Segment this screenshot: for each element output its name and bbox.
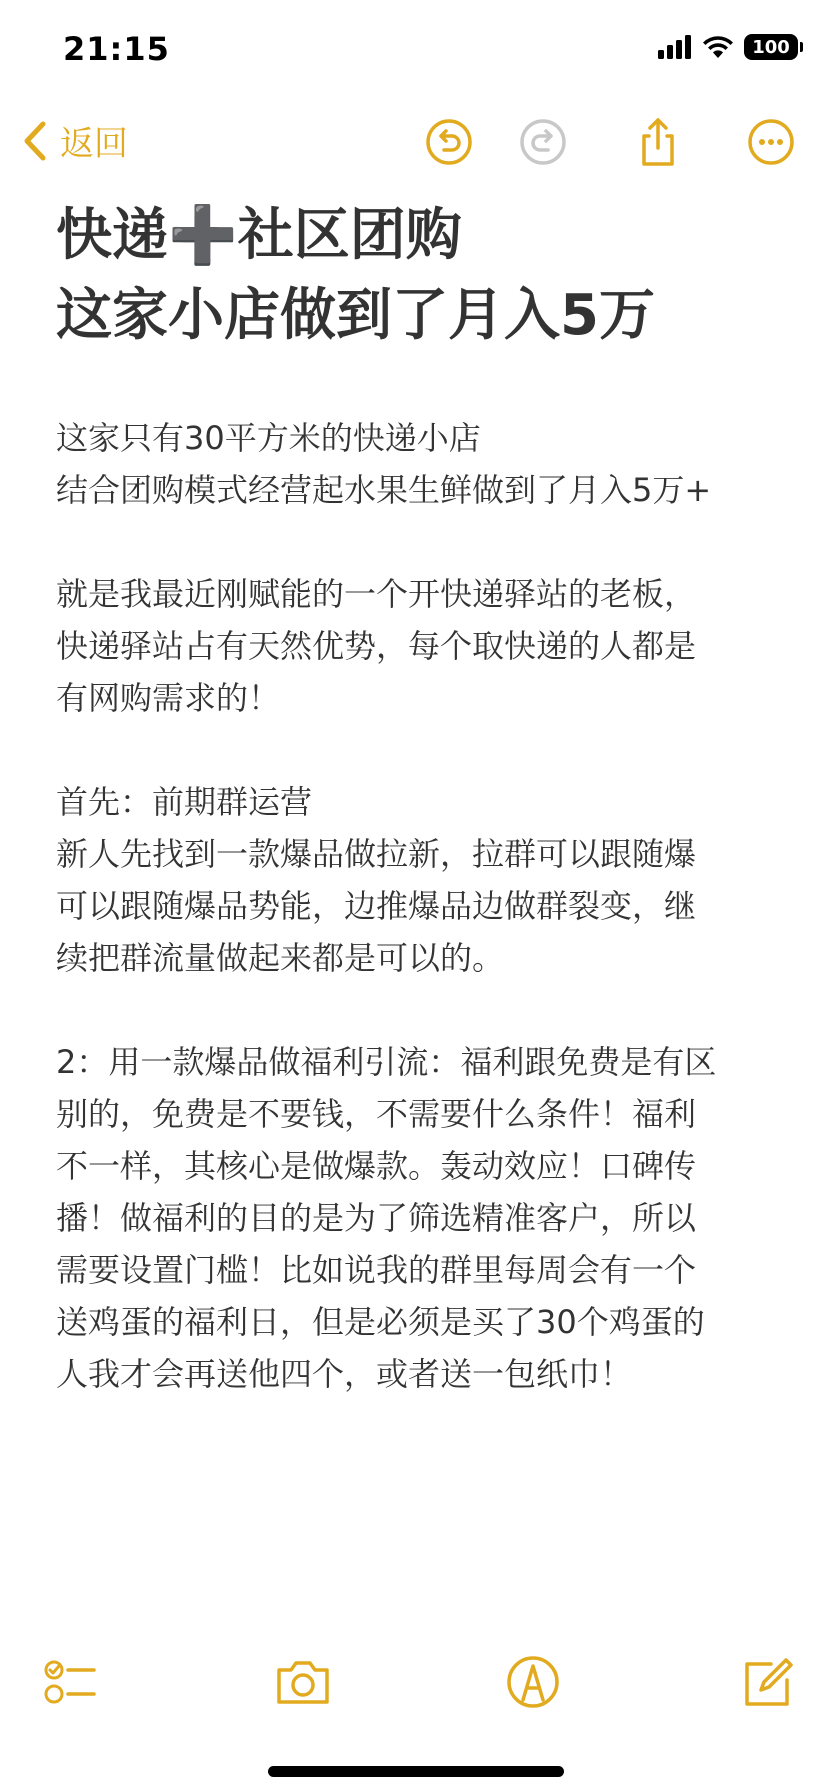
text-line: 这家只有30平方米的快递小店: [56, 419, 481, 457]
text-line: 播！做福利的目的是为了筛选精准客户，所以: [56, 1199, 697, 1237]
chevron-left-icon: [22, 120, 48, 162]
status-time: 21:15: [63, 30, 170, 68]
text-line: 快递驿站占有天然优势，每个取快递的人都是: [56, 627, 697, 665]
wifi-icon: [702, 35, 734, 59]
redo-icon[interactable]: [517, 116, 569, 168]
battery-level: 100: [752, 36, 790, 58]
paragraph-intro: [56, 412, 776, 516]
paragraph-background: [56, 568, 776, 724]
paragraph-step-one: [56, 776, 776, 984]
back-label: 返回: [60, 124, 128, 164]
note-title-line: 快递➕社区团购: [56, 203, 462, 268]
status-bar: [0, 0, 828, 100]
text-line: 结合团购模式经营起水果生鲜做到了月入5万+: [56, 471, 712, 509]
status-icons: [658, 34, 798, 60]
markup-icon[interactable]: [503, 1652, 563, 1712]
cellular-signal-icon: [658, 35, 692, 59]
nav-bar: [0, 100, 828, 184]
text-line: 新人先找到一款爆品做拉新，拉群可以跟随爆: [56, 835, 697, 873]
note-title: [56, 196, 776, 356]
bottom-toolbar: [0, 1640, 828, 1720]
battery-icon: [744, 34, 798, 60]
share-icon[interactable]: [632, 116, 684, 168]
text-line: 别的，免费是不要钱，不需要什么条件！福利: [56, 1095, 697, 1133]
text-line: 就是我最近刚赋能的一个开快递驿站的老板，: [56, 575, 697, 613]
text-line: 送鸡蛋的福利日，但是必须是买了30个鸡蛋的: [56, 1303, 705, 1341]
back-button[interactable]: [22, 116, 128, 165]
text-line: 人我才会再送他四个，或者送一包纸巾！: [56, 1355, 633, 1393]
note-title-line: 这家小店做到了月入5万: [56, 283, 655, 348]
text-line: 有网购需求的！: [56, 679, 281, 717]
more-icon[interactable]: [745, 116, 797, 168]
text-line: 2：用一款爆品做福利引流：福利跟免费是有区: [56, 1043, 717, 1081]
text-line: 续把群流量做起来都是可以的。: [56, 939, 505, 977]
text-line: 不一样，其核心是做爆款。轰动效应！口碑传: [56, 1147, 697, 1185]
text-line: 可以跟随爆品势能，边推爆品边做群裂变，继: [56, 887, 697, 925]
text-line: 需要设置门槛！比如说我的群里每周会有一个: [56, 1251, 697, 1289]
text-line: 首先：前期群运营: [56, 783, 313, 821]
checklist-icon[interactable]: [40, 1652, 100, 1712]
paragraph-step-two: [56, 1036, 776, 1400]
compose-icon[interactable]: [737, 1652, 797, 1712]
undo-icon[interactable]: [423, 116, 475, 168]
note-body[interactable]: [56, 196, 776, 1400]
home-indicator[interactable]: [268, 1766, 564, 1777]
camera-icon[interactable]: [273, 1652, 333, 1712]
